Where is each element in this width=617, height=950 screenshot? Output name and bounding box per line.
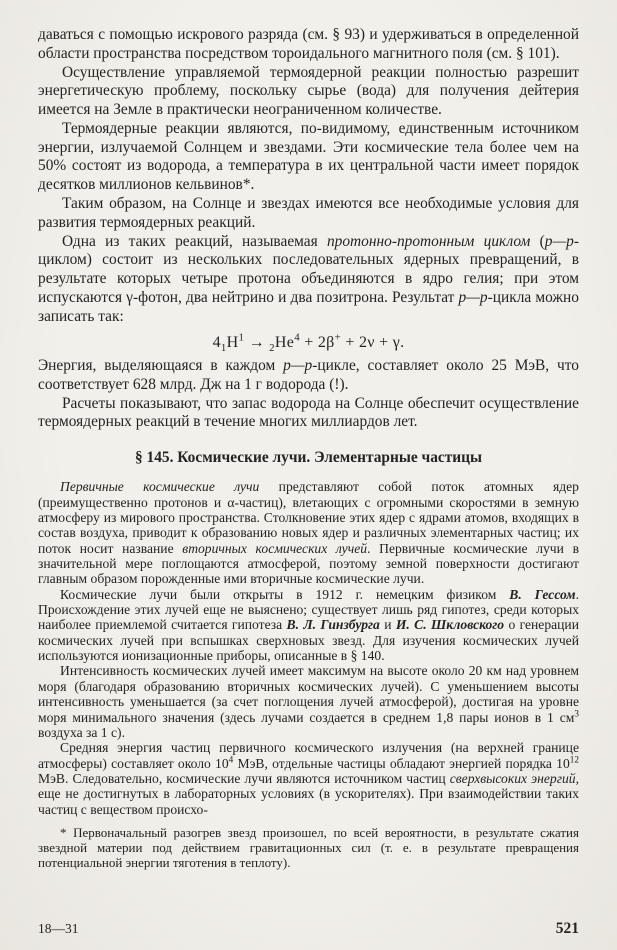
paragraph-continuation: даваться с помощью искрового разряда (см. § 93) и удерживаться в определенной области пространства посредством тороидального магнитного поля (см. § 101).	[38, 26, 579, 62]
print-signature: 18—31	[38, 921, 79, 936]
reaction-formula: $4_1H^1 \to _2He^4 + 2\beta^+ + 2\nu + \gamma$.	[212, 331, 405, 354]
paragraph-energy-output: Энергия, выделяющаяся в каждом р—р-цикле, составляет около 25 МэВ, что соответствует 628 млрд. Дж на 1 г водорода (!).	[38, 357, 579, 393]
paragraph-particle-energy: Средняя энергия частиц первичного космического излучения (на верхней границе атмосферы) составляет около $10^4$ МэВ, отдельные частицы обладают энергией порядка $10^{12}$ МэВ. Следовательно, космические лучи являются источником частиц сверхвысоких энергий, еще не достигнутых в лабораторных условиях (в ускорителях). При взаимодействии таких частиц с веществом происхо-	[38, 740, 579, 817]
paragraph-fusion-energy: Осуществление управляемой термоядерной реакции полностью разрешит энергетическую проблему, поскольку сырье (вода) для получения дейтерия имеется на Земле в практически неограниченном количестве.	[38, 63, 579, 119]
page-footer	[38, 920, 579, 938]
paragraph-sun-conditions: Таким образом, на Солнце и звездах имеются все необходимые условия для развития термоядерных реакций.	[38, 195, 579, 231]
footnote-block	[38, 826, 579, 870]
page-number: 521	[555, 920, 579, 937]
paragraph-discovery: Космические лучи были открыты в 1912 г. немецким физиком В. Гессом. Происхождение этих лучей еще не выяснено; существует лишь ряд гипотез, среди которых наиболее приемлемой считается гипотеза В. Л. Гинзбурга и И. С. Шкловского о генерации космических лучей при вспышках сверхновых звезд. Для изучения космических лучей используются ионизационные приборы, описанные в § 140.	[38, 586, 580, 664]
paragraph-intensity: Интенсивность космических лучей имеет максимум на высоте около 20 км над уровнем моря (благодаря образованию вторичных космических лучей). С уменьшением высоты интенсивность уменьшается (за счет поглощения лучей атмосферой), достигая на уровне моря минимального значения (здесь лучами создается в среднем 1,8 пары ионов в 1 $см^3$ воздуха за 1 с).	[38, 663, 579, 740]
paragraph-pp-cycle: Одна из таких реакций, называемая протонно-протонным циклом (р—р-циклом) состоит из нескольких последовательных ядерных превращений, в результате которых четыре протона объединяются в ядро гелия; при этом испускаются γ-фотон, два нейтрино и два позитрона. Результат р—р-цикла можно записать так:	[38, 232, 579, 325]
section-heading: § 145. Космические лучи. Элементарные частицы	[134, 449, 483, 467]
footnote-text: * Первоначальный разогрев звезд произошел, по всей вероятности, в результате сжатия звездной материи под действием гравитационных сил (т. е. в результате превращения потенциальной энергии тяготения в теплоту).	[38, 825, 579, 870]
main-text-block	[38, 26, 579, 432]
paragraph-thermonuclear-sun: Термоядерные реакции являются, по-видимому, единственным источником энергии, излучаемой Солнцем и звездами. Эти космические тела более чем на 50% состоят из водорода, а температура в их центральной части имеет порядок десятков миллионов кельвинов*.	[38, 119, 579, 194]
small-text-block	[38, 479, 579, 817]
paragraph-hydrogen-supply: Расчеты показывают, что запас водорода на Солнце обеспечит осуществление термоядерных реакций в течение многих миллиардов лет.	[38, 394, 579, 431]
paragraph-primary-cosmic-rays: Первичные космические лучи представляют собой поток атомных ядер (преимущественно протонов и α-частиц), влетающих с огромными скоростями в земную атмосферу из мирового пространства. Столкновение этих ядер с ядрами атомов, входящих в состав воздуха, приводит к образованию новых ядер и различных элементарных частиц; их поток носит название вторичных космических лучей. Первичные космические лучи в значительной мере поглощаются атмосферой, поэтому земной поверхности достигают главным образом порожденные ими вторичные космические лучи.	[38, 479, 580, 587]
